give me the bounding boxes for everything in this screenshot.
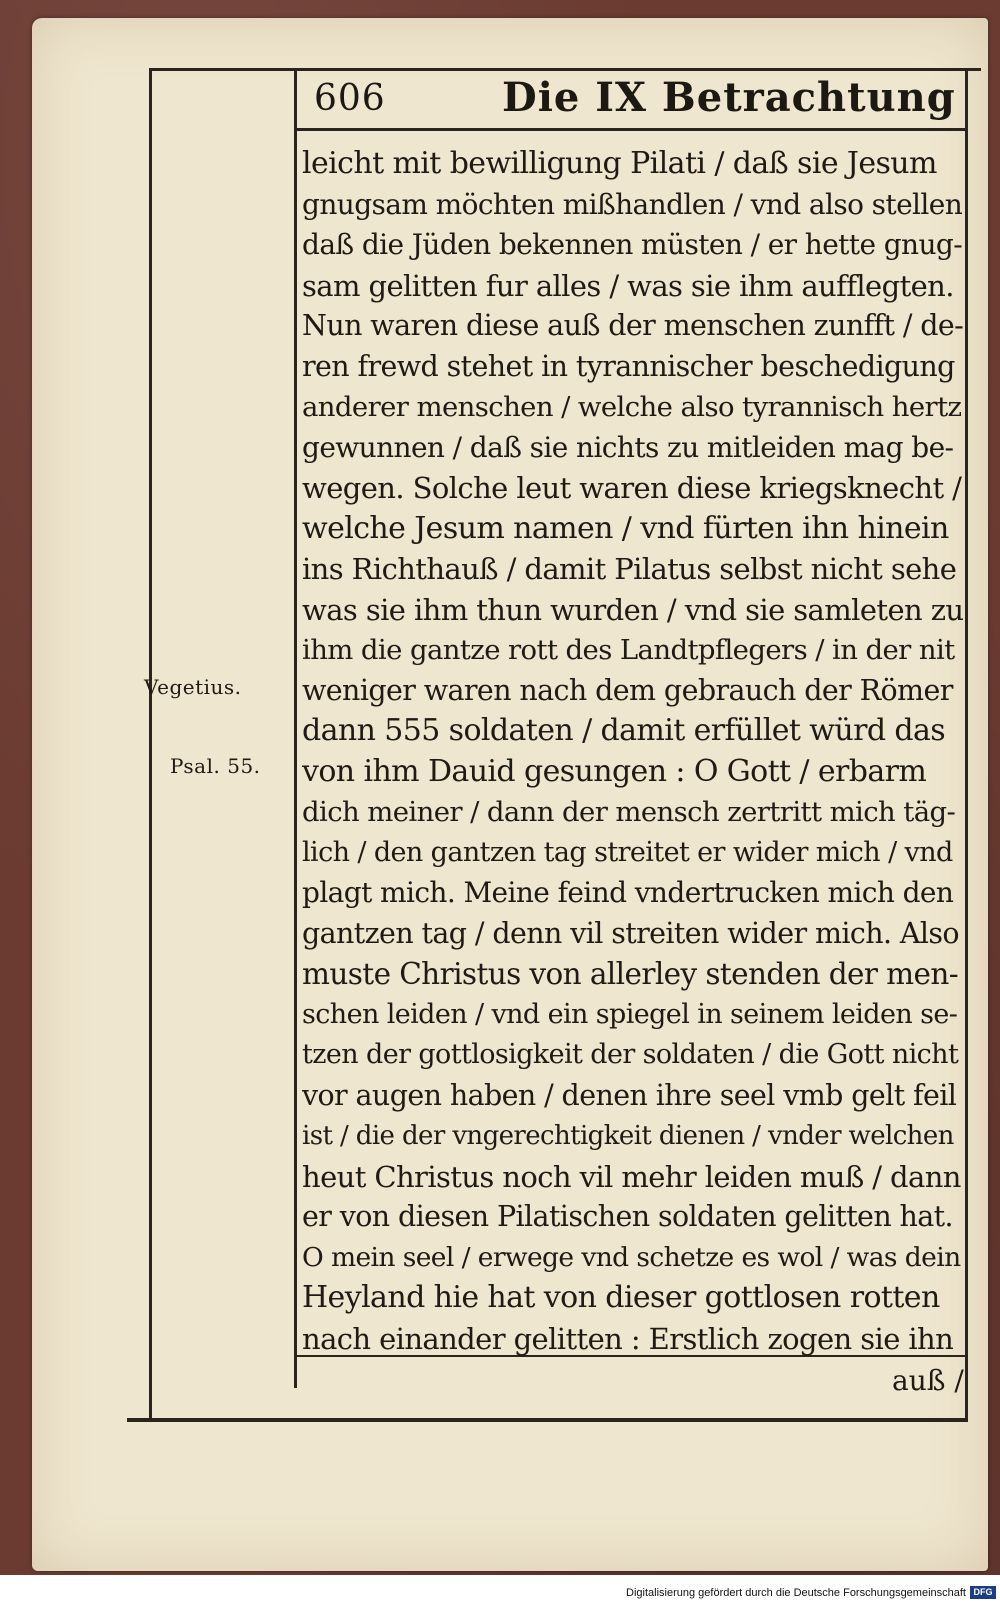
page-number: 606 bbox=[314, 78, 386, 119]
text-line: heut Christus noch vil mehr leiden muß / dann bbox=[302, 1159, 961, 1194]
text-line: gnugsam möchten mißhandlen / vnd also stellen bbox=[302, 187, 963, 221]
catchword: auß / bbox=[892, 1364, 964, 1397]
frame-right-rule bbox=[965, 68, 968, 1420]
text-line: sam gelitten fur alles / was sie ihm aufflegten. bbox=[302, 268, 954, 303]
text-line: schen leiden / vnd ein spiegel in seinem leiden se- bbox=[302, 998, 958, 1030]
text-line: er von diesen Pilatischen soldaten gelitten hat. bbox=[302, 1200, 953, 1233]
text-line: muste Christus von allerley stenden der men- bbox=[302, 957, 959, 991]
digitization-credit: Digitalisierung gefördert durch die Deutsche Forschungsgemeinschaft bbox=[626, 1587, 966, 1599]
header-rule bbox=[294, 128, 968, 131]
text-line: Heyland hie hat von dieser gottlosen rotten bbox=[302, 1280, 940, 1315]
body-text bbox=[302, 144, 964, 1359]
text-line: ren frewd stehet in tyrannischer beschedigung bbox=[302, 349, 955, 383]
text-line: gewunnen / daß sie nichts zu mitleiden mag be- bbox=[302, 430, 954, 464]
text-line: vor augen haben / denen ihre seel vmb gelt feil bbox=[302, 1078, 957, 1112]
text-line: anderer menschen / welche also tyrannisch hertz bbox=[302, 391, 962, 423]
running-head: Die IX Betrachtung bbox=[502, 74, 956, 121]
text-line: daß die Jüden bekennen müsten / er hette gnug- bbox=[302, 228, 963, 261]
text-line: dich meiner / dann der mensch zertritt mich täg- bbox=[302, 796, 956, 828]
text-line: wegen. Solche leut waren diese kriegsknecht / bbox=[302, 471, 962, 505]
text-line: von ihm Dauid gesungen : O Gott / erbarm bbox=[302, 753, 927, 789]
text-line: gantzen tag / denn vil streiten wider mich. Also bbox=[302, 916, 959, 950]
frame-left-inner-rule bbox=[294, 68, 297, 1388]
text-line: nach einander gelitten : Erstlich zogen sie ihn bbox=[302, 1321, 954, 1356]
text-line: welche Jesum namen / vnd fürten ihn hinein bbox=[302, 510, 949, 546]
text-line: O mein seel / erwege vnd schetze es wol / was dein bbox=[302, 1241, 961, 1273]
text-line: Nun waren diese auß der menschen zunfft / de- bbox=[302, 309, 964, 342]
frame-top-rule bbox=[149, 68, 981, 71]
text-line: ihm die gantze rott des Landtpflegers / in der nit bbox=[302, 634, 955, 666]
book-page bbox=[32, 18, 988, 1571]
text-line: dann 555 soldaten / damit erfüllet würd das bbox=[302, 713, 946, 748]
text-line: was sie ihm thun wurden / vnd sie samleten zu bbox=[302, 592, 964, 627]
margin-note-psalm: Psal. 55. bbox=[170, 754, 261, 778]
text-line: leicht mit bewilligung Pilati / daß sie Jesum bbox=[302, 146, 937, 181]
margin-note-vegetius: Vegetius. bbox=[144, 675, 242, 699]
text-line: weniger waren nach dem gebrauch der Römer bbox=[302, 673, 953, 707]
text-line: lich / den gantzen tag streitet er wider mich / vnd bbox=[302, 836, 953, 868]
frame-left-outer-rule bbox=[149, 68, 152, 1420]
text-line: ist / die der vngerechtigkeit dienen / vnder welchen bbox=[302, 1121, 954, 1151]
frame-bottom-rule bbox=[127, 1418, 968, 1422]
text-line: tzen der gottlosigkeit der soldaten / die Gott nicht bbox=[302, 1039, 959, 1070]
text-line: ins Richthauß / damit Pilatus selbst nicht sehe bbox=[302, 552, 957, 586]
text-line: plagt mich. Meine feind vndertrucken mich den bbox=[302, 876, 954, 909]
dfg-logo: DFG bbox=[970, 1586, 996, 1599]
